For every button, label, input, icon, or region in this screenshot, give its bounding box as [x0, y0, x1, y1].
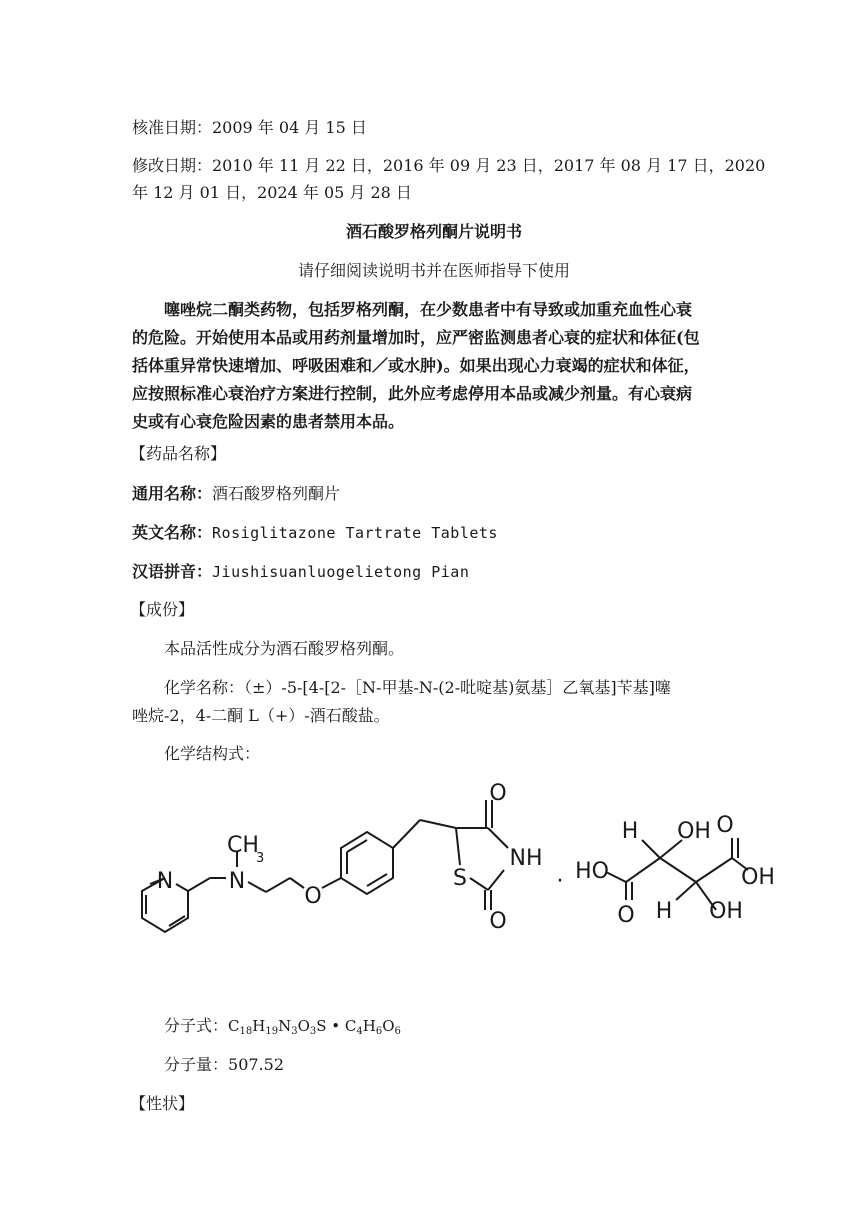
- pinyin-label: 汉语拼音：: [132, 562, 213, 581]
- revision-dates-line2: 年 12 月 01 日，2024 年 05 月 28 日: [132, 183, 412, 202]
- pinyin-value: Jiushisuanluogelietong Pian: [212, 563, 470, 581]
- atom-label: H: [655, 899, 673, 924]
- molecular-weight-label: 分子量：: [164, 1055, 229, 1074]
- generic-name-label: 通用名称：: [132, 484, 213, 503]
- atom-label: ·: [556, 869, 564, 894]
- atom-label: HO: [575, 859, 609, 884]
- atom-label: O: [716, 813, 734, 838]
- atom-label: O: [489, 781, 507, 806]
- document-title: 酒石酸罗格列酮片说明书: [345, 222, 522, 241]
- atom-label: 3: [256, 851, 265, 866]
- atom-label: OH: [741, 865, 775, 890]
- atom-label: O: [489, 909, 507, 934]
- revision-dates-line1: 修改日期：2010 年 11 月 22 日，2016 年 09 月 23 日，2017 年 08 月 17 日，2020: [132, 156, 766, 175]
- atom-label: OH: [677, 819, 711, 844]
- chemical-name-line2: 唑烷-2，4-二酮 L（+）-酒石酸盐。: [132, 706, 390, 725]
- atom-label: CH: [227, 833, 259, 858]
- approval-date: 核准日期：2009 年 04 月 15 日: [132, 118, 367, 137]
- warning-line: 噻唑烷二酮类药物，包括罗格列酮，在少数患者中有导致或加重充血性心衰: [164, 300, 693, 319]
- english-name-value: Rosiglitazone Tartrate Tablets: [212, 524, 498, 542]
- structure-atom-labels: [157, 781, 775, 934]
- english-name-row: [132, 523, 498, 543]
- atom-label: H: [621, 819, 639, 844]
- boxed-warning: [132, 296, 740, 436]
- drug-name-heading: 【药品名称】: [130, 444, 227, 463]
- atom-label: NH: [509, 846, 543, 871]
- active-ingredient: 本品活性成分为酒石酸罗格列酮。: [164, 639, 405, 658]
- atom-label: OH: [709, 899, 743, 924]
- molecular-weight-row: [164, 1055, 284, 1075]
- chemical-structure-diagram: [0, 770, 868, 990]
- atom-label: O: [617, 903, 635, 928]
- warning-line: 括体重异常快速增加、呼吸困难和／或水肿)。如果出现心力衰竭的症状和体征，: [132, 356, 700, 375]
- chemical-name-line1: 化学名称：（±）-5-[4-[2-［N-甲基-N-(2-吡啶基)氨基］乙氧基]苄基]噻: [164, 678, 671, 697]
- molecular-formula-label: 分子式：: [164, 1016, 229, 1035]
- warning-line: 应按照标准心衰治疗方案进行控制，此外应考虑停用本品或减少剂量。有心衰病: [132, 384, 693, 403]
- document-subtitle: 请仔细阅读说明书并在医师指导下使用: [297, 261, 570, 280]
- molecular-formula-row: [164, 1016, 401, 1042]
- generic-name-value: 酒石酸罗格列酮片: [212, 484, 341, 503]
- atom-label: O: [304, 884, 322, 909]
- composition-heading: 【成份】: [130, 600, 195, 619]
- generic-name-row: [132, 484, 340, 504]
- pinyin-row: [132, 562, 469, 582]
- structure-label: 化学结构式：: [164, 744, 261, 763]
- warning-line: 史或有心衰危险因素的患者禁用本品。: [132, 412, 405, 431]
- atom-label: S: [453, 866, 467, 891]
- molecular-weight-value: 507.52: [228, 1055, 284, 1074]
- atom-label: N: [156, 869, 174, 894]
- warning-line: 的危险。开始使用本品或用药剂量增加时，应严密监测患者心衰的症状和体征(包: [132, 328, 700, 347]
- molecular-formula: $C_{18}H_{19}N_3O_3S$ • $C_4H_6O_6$: [228, 1017, 401, 1037]
- atom-label: N: [228, 869, 246, 894]
- english-name-label: 英文名称：: [132, 523, 213, 542]
- properties-heading: 【性状】: [130, 1094, 195, 1113]
